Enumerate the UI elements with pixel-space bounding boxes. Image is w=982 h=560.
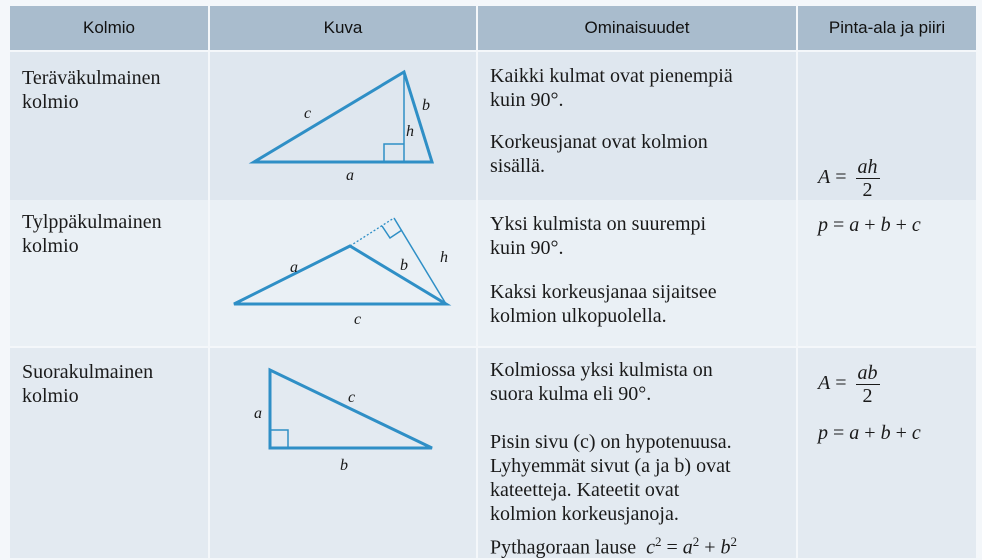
row1-property-1: Kaikki kulmat ovat pienempiä kuin 90°.	[490, 65, 733, 111]
table-header	[10, 6, 976, 50]
row3-name-line2: kolmio	[22, 385, 79, 407]
fraction: $\frac{ah}{2}$	[857, 156, 878, 201]
column-divider	[796, 52, 798, 558]
row1-name-line1: Teräväkulmainen	[22, 67, 161, 89]
label-b: b	[340, 457, 348, 474]
row1-name	[22, 66, 161, 114]
label-c: c	[304, 105, 312, 122]
area-formula-general: A = $\frac{ah}{2}$	[818, 156, 878, 201]
area-formula-right: A = $\frac{ab}{2}$	[818, 362, 878, 407]
label-h: h	[406, 123, 414, 140]
label-a: a	[346, 167, 354, 184]
row3-property-2: Pisin sivu (c) on hypotenuusa. Lyhyemmät sivut (a ja b) ovat kateetteja. Kateetit ovat kolmion korkeusjanoja.	[490, 431, 732, 525]
row2-name-line1: Tylppäkulmainen	[22, 211, 162, 233]
row3-property-1: Kolmiossa yksi kulmista on suora kulma eli 90°.	[490, 359, 713, 405]
label-c: c	[354, 311, 362, 328]
label-a: a	[254, 405, 262, 422]
header-kuva: Kuva	[208, 6, 476, 50]
triangle-table	[10, 6, 976, 559]
row2-name	[22, 210, 162, 258]
row3-name-line1: Suorakulmainen	[22, 361, 154, 383]
acute-triangle-figure	[210, 52, 474, 200]
label-b: b	[422, 97, 430, 114]
header-kolmio: Kolmio	[10, 6, 208, 50]
row2-property-1: Yksi kulmista on suurempi kuin 90°.	[490, 213, 707, 259]
label-h: h	[440, 249, 448, 266]
row2-property-2: Kaksi korkeusjanaa sijaitsee kolmion ulkopuolella.	[490, 281, 717, 327]
row1-name-line2: kolmio	[22, 91, 79, 113]
right-triangle-figure	[210, 348, 474, 558]
perimeter-formula-general: p = a + b + c	[818, 214, 921, 236]
row3-name	[22, 360, 153, 408]
row2-name-line2: kolmio	[22, 235, 79, 257]
obtuse-triangle-figure	[210, 200, 474, 346]
row-divider	[10, 346, 976, 348]
fraction: $\frac{ab}{2}$	[857, 362, 878, 407]
header-pinta-ala: Pinta-ala ja piiri	[796, 6, 976, 50]
label-a: a	[290, 259, 298, 276]
column-divider	[476, 52, 478, 558]
row1-property-2: Korkeusjanat ovat kolmion sisällä.	[490, 131, 708, 177]
header-ominaisuudet: Ominaisuudet	[476, 6, 796, 50]
label-b: b	[400, 257, 408, 274]
row3-pythagoras: Pythagoraan lause $c^2 = a^2 + b^2$	[490, 534, 738, 559]
perimeter-formula-right: p = a + b + c	[818, 422, 921, 444]
label-c: c	[348, 389, 356, 406]
